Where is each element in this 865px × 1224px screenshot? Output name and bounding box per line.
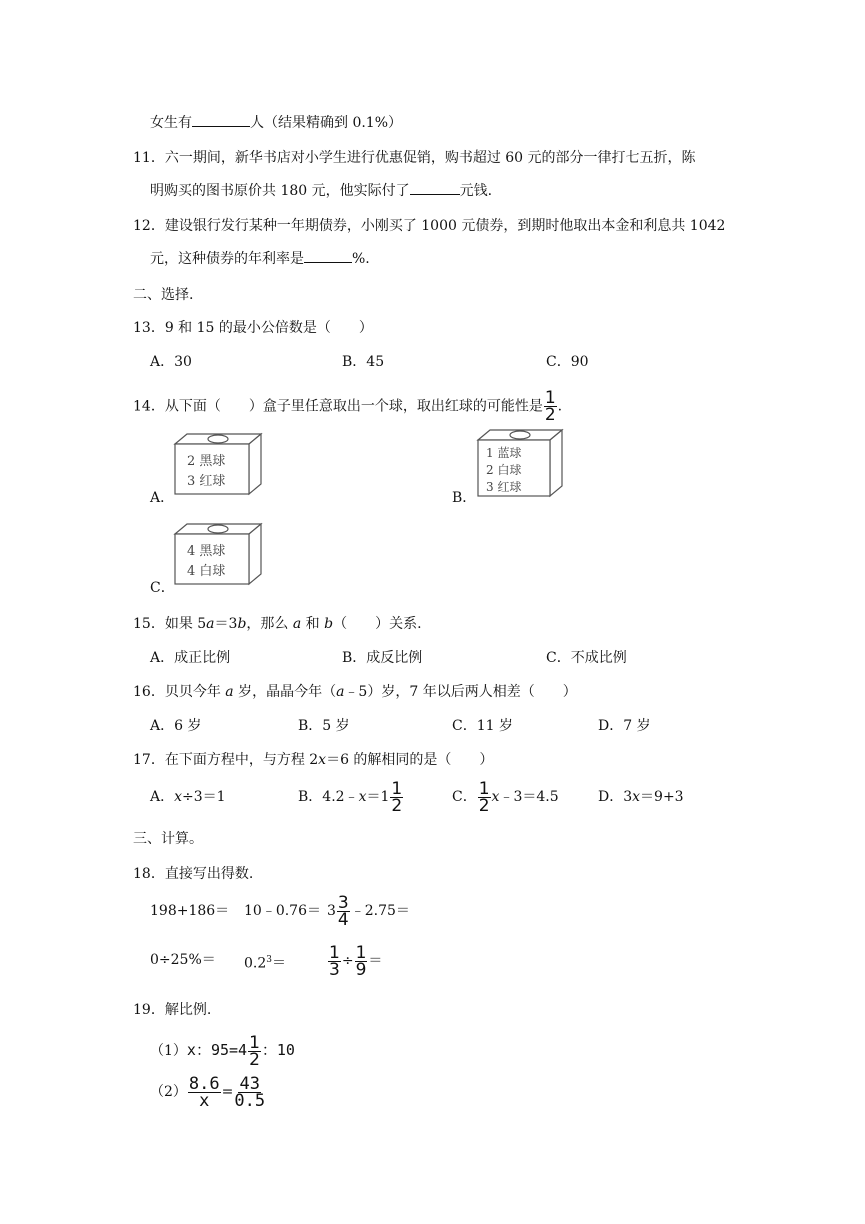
proportion-text: x：95=4 <box>186 1041 248 1059</box>
frac-den: 2 <box>249 1049 260 1070</box>
q11-answer-blank[interactable] <box>410 180 460 195</box>
frac-num: 1 <box>329 942 340 963</box>
q11-text-post: 元钱. <box>459 183 493 199</box>
q16-question <box>133 682 577 702</box>
q16-text: 岁，晶晶今年（ <box>233 684 337 700</box>
q16-text: 16．贝贝今年 <box>133 684 226 700</box>
q14-frac-den: 2 <box>544 405 556 425</box>
option-text: ＝9+3 <box>640 789 684 805</box>
q12-answer-blank[interactable] <box>304 248 352 263</box>
option-text: ÷3＝1 <box>182 789 226 805</box>
q11-number: 11． <box>133 150 165 166</box>
q13-option-a[interactable]: A．30 <box>150 354 192 370</box>
q18-expr-4: 0÷25%＝ <box>150 952 216 968</box>
q17-text: ＝6 的解相同的是（ ） <box>326 752 494 768</box>
q14-box-b[interactable] <box>472 428 566 500</box>
q14-option-a-label[interactable]: A． <box>150 490 175 506</box>
q19-p2-fraction-1 <box>188 1073 221 1111</box>
q11-text-pre: 明购买的图书原价共 180 元，他实际付了 <box>150 183 410 199</box>
equals-sign: = <box>221 1084 234 1100</box>
box-a-line1: 2 黑球 <box>187 454 226 469</box>
expr-text: ﹣2.75＝ <box>350 903 410 919</box>
q15-option-a[interactable]: A．成正比例 <box>150 650 231 666</box>
q17-option-b[interactable] <box>298 778 404 816</box>
q14-box-c[interactable] <box>165 522 265 590</box>
q15-text: ＝3 <box>214 616 238 632</box>
q15-option-c[interactable]: C．不成比例 <box>546 650 627 666</box>
q18-expr-3 <box>327 892 410 930</box>
section-calc-heading: 三、计算。 <box>133 831 203 847</box>
box-c-line2: 4 白球 <box>187 564 226 579</box>
frac-num: 1 <box>478 778 490 799</box>
q12-line2 <box>150 248 370 269</box>
option-label: C． <box>452 789 477 805</box>
frac-num: 1 <box>249 1032 260 1053</box>
proportion-text: ：10 <box>261 1041 295 1059</box>
q18-e6-fraction-1 <box>328 942 341 980</box>
option-text: ﹣3＝4.5 <box>499 789 559 805</box>
q18-expr-5 <box>244 950 286 974</box>
q11-line2 <box>150 180 492 201</box>
part-label: （1） <box>150 1043 187 1059</box>
q10-tail <box>150 112 402 133</box>
box-b-line2: 2 白球 <box>486 463 522 477</box>
q14-option-b-label[interactable]: B． <box>452 490 477 506</box>
mixed-whole: 3 <box>327 903 336 919</box>
option-label: B．4.2﹣ <box>298 789 359 805</box>
q15-text: ，那么 <box>246 616 293 632</box>
q17-text: 17．在下面方程中，与方程 2 <box>133 752 319 768</box>
q14-question <box>133 390 562 423</box>
frac-den: 4 <box>337 909 349 930</box>
box-b-line1: 1 蓝球 <box>486 446 522 460</box>
q12-text: 建设银行发行某种一年期债券，小刚买了 1000 元债券，到期时他取出本金和利息共 1042 <box>164 218 726 234</box>
frac-num: 1 <box>355 942 367 963</box>
box-b-line3: 3 红球 <box>486 480 522 494</box>
box-c-line1: 4 黑球 <box>187 544 226 559</box>
expr-exponent: 3 <box>266 955 272 965</box>
q18-text: 18．直接写出得数. <box>133 866 254 882</box>
q17-b-fraction <box>390 778 403 816</box>
q15-option-b[interactable]: B．成反比例 <box>342 650 423 666</box>
q14-text: 14．从下面（ ）盒子里任意取出一个球，取出红球的可能性是 <box>133 398 543 415</box>
box-hole-icon <box>208 435 228 443</box>
var-x: x <box>491 789 500 805</box>
q12-text-pre: 元，这种债券的年利率是 <box>150 251 304 267</box>
q11-line1 <box>133 148 696 168</box>
option-label: D．3 <box>598 789 633 805</box>
var-a: a <box>225 684 234 700</box>
var-a: a <box>292 616 302 632</box>
q18-e6-fraction-2 <box>355 942 368 980</box>
var-x: x <box>632 789 641 805</box>
q19-p1-fraction <box>248 1032 261 1070</box>
frac-den: 2 <box>478 795 490 816</box>
expr-text: ＝ <box>368 953 383 969</box>
q10-answer-blank[interactable] <box>192 112 250 127</box>
q19-part-2 <box>150 1072 266 1112</box>
frac-den: 9 <box>355 959 367 980</box>
q17-option-c[interactable] <box>452 778 559 816</box>
q15-text: （ ）关系. <box>333 616 422 632</box>
q11-text: 六一期间，新华书店对小学生进行优惠促销，购书超过 60 元的部分一律打七五折，陈 <box>164 150 696 166</box>
q14-box-a[interactable] <box>165 432 265 500</box>
q18-expr-1: 198+186＝ <box>150 903 230 919</box>
frac-den: 0.5 <box>234 1090 266 1111</box>
var-b: b <box>237 616 247 632</box>
var-a: a <box>206 616 215 632</box>
q16-text: ﹣5）岁，7 年以后两人相差（ ） <box>344 684 577 700</box>
frac-den: 2 <box>391 795 403 816</box>
q15-question <box>133 614 422 634</box>
var-x: x <box>174 789 183 805</box>
var-a: a <box>336 684 345 700</box>
q13-option-b[interactable]: B．45 <box>342 354 385 370</box>
divide-operator: ÷ <box>341 953 354 969</box>
q12-text-post: %. <box>352 251 370 267</box>
q14-fraction <box>544 390 557 423</box>
frac-num: 8.6 <box>188 1073 220 1094</box>
option-label: A． <box>150 789 175 805</box>
expr-text: ＝ <box>272 955 286 972</box>
q14-option-c-label[interactable]: C． <box>150 580 175 596</box>
q14-frac-num: 1 <box>544 388 556 408</box>
q12-number: 12． <box>133 218 165 234</box>
box-a-line2: 3 红球 <box>187 474 226 489</box>
q16-option-d[interactable]: D．7 岁 <box>598 718 651 734</box>
q10-text-pre: 女生有 <box>150 115 192 131</box>
q19-part-1 <box>150 1030 295 1071</box>
q17-c-fraction <box>478 778 491 816</box>
q14-text-end: . <box>557 398 563 415</box>
q13-text: 13．9 和 15 的最小公倍数是（ ） <box>133 320 373 336</box>
q17-option-d[interactable] <box>598 787 684 807</box>
q13-option-c[interactable]: C．90 <box>546 354 589 370</box>
var-x: x <box>318 752 327 768</box>
frac-num: 43 <box>239 1073 260 1094</box>
q18-expr-6 <box>327 942 382 980</box>
frac-num: 1 <box>391 778 403 799</box>
q12-line1 <box>133 216 725 236</box>
q15-text: 和 <box>301 616 325 632</box>
part-label: （2） <box>150 1084 187 1100</box>
q19-p2-fraction-2 <box>234 1073 266 1111</box>
var-b: b <box>324 616 334 632</box>
q17-question <box>133 750 493 770</box>
option-text: ＝1 <box>366 789 390 805</box>
q16-option-c[interactable]: C．11 岁 <box>452 718 513 734</box>
box-hole-icon <box>208 525 228 533</box>
expr-base: 0.2 <box>244 955 267 972</box>
var-x: x <box>358 789 367 805</box>
frac-den: x <box>199 1090 210 1111</box>
q10-text-post: 人（结果精确到 0.1%） <box>250 115 403 131</box>
q18-e3-fraction <box>337 892 350 930</box>
q15-text: 15．如果 5 <box>133 616 207 632</box>
section-choice-heading: 二、选择. <box>133 287 194 303</box>
frac-den: 3 <box>329 959 340 980</box>
frac-num: 3 <box>337 892 349 913</box>
q17-option-a[interactable] <box>150 787 226 807</box>
q18-expr-2: 10﹣0.76＝ <box>244 903 321 919</box>
q16-option-a[interactable]: A．6 岁 <box>150 718 202 734</box>
q16-option-b[interactable]: B．5 岁 <box>298 718 350 734</box>
q19-text: 19．解比例. <box>133 1002 212 1018</box>
box-hole-icon <box>510 431 530 439</box>
